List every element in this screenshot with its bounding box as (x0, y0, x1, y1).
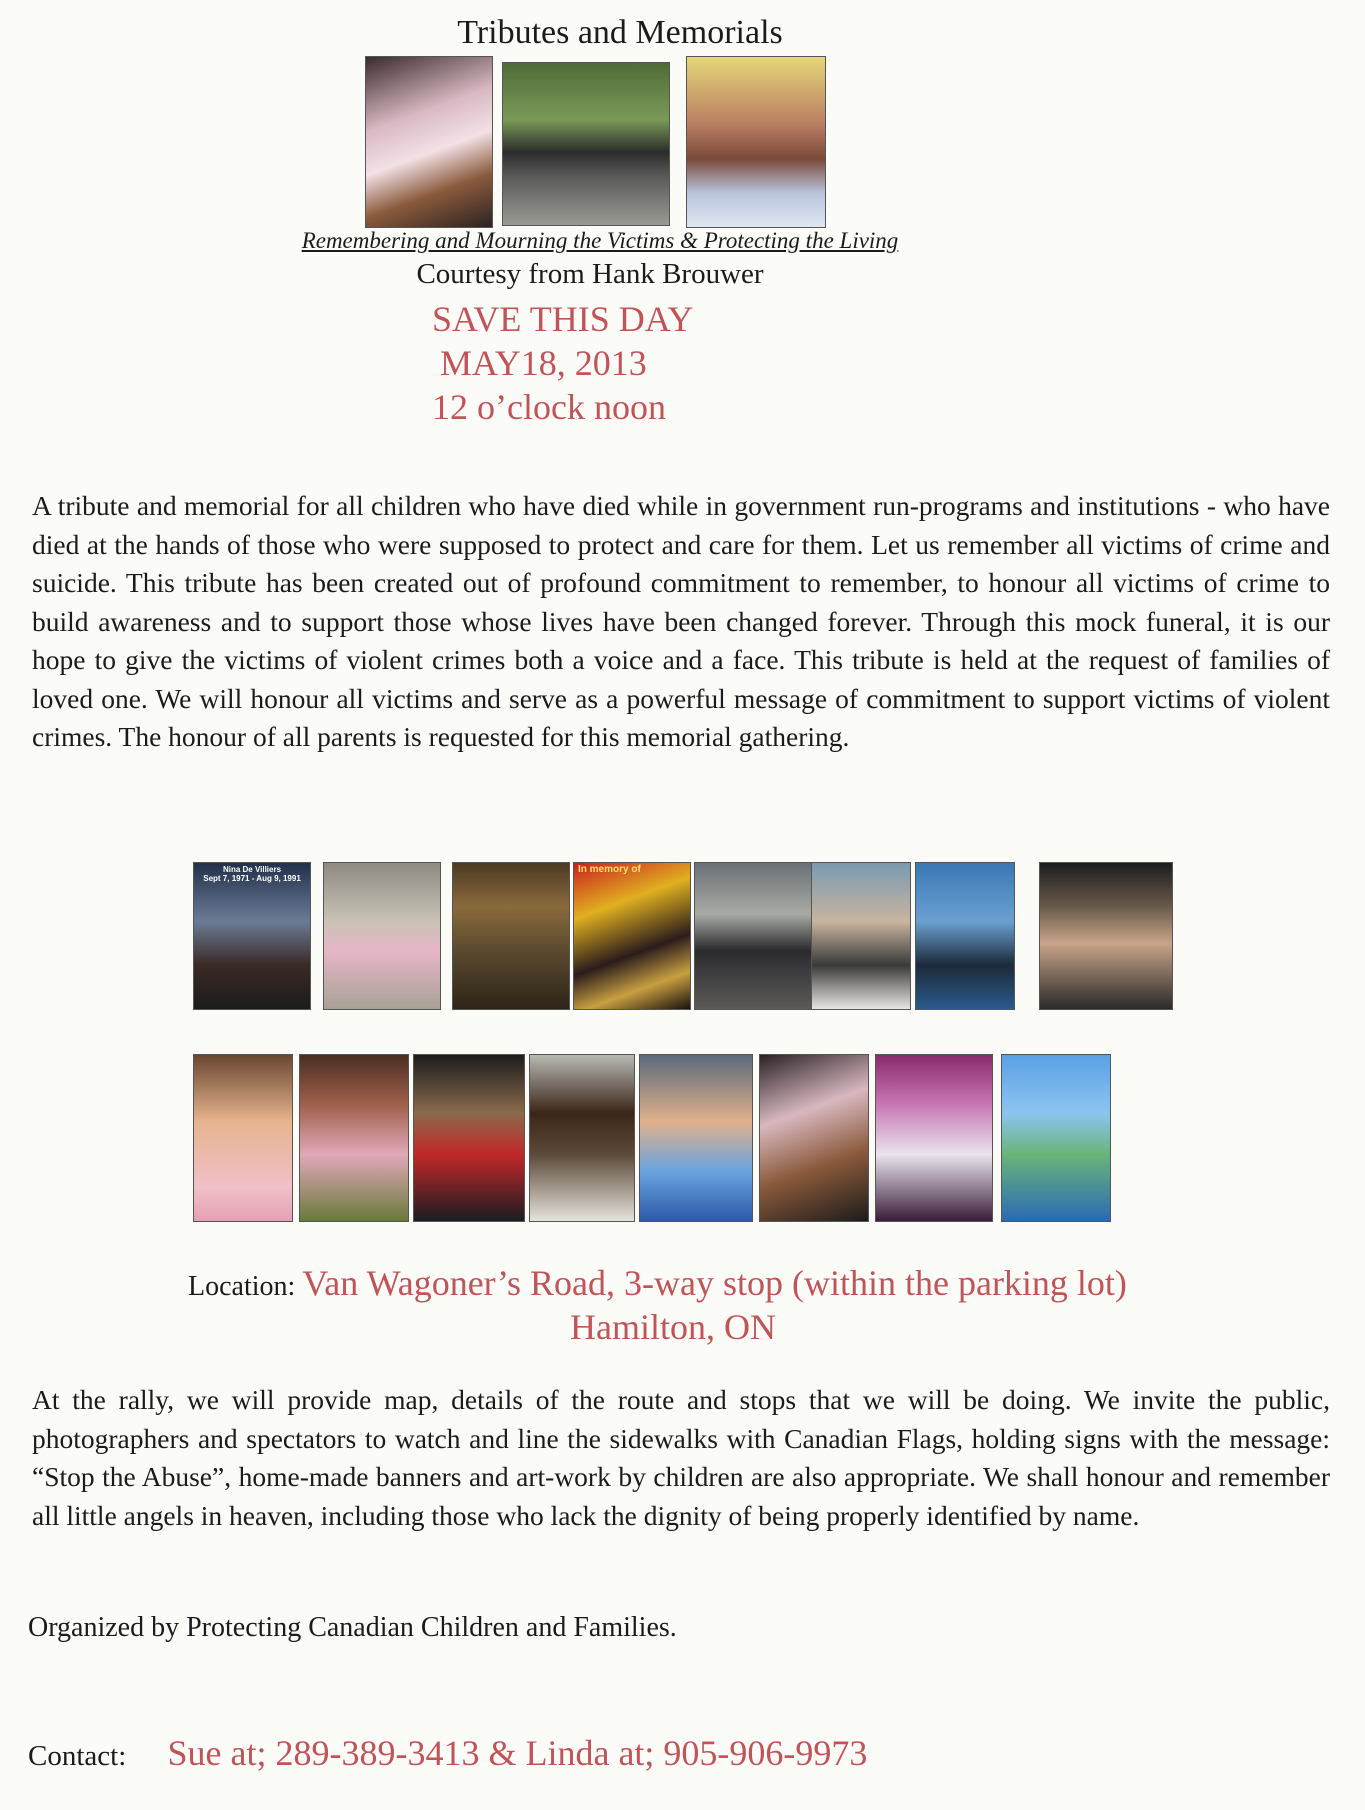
save-this-day-heading: SAVE THIS DAY (432, 299, 694, 339)
page-title: Tributes and Memorials (457, 14, 783, 51)
location-city: Hamilton, ON (570, 1307, 776, 1347)
contact-details: Sue at; 289-389-3413 & Linda at; 905-906-9973 (167, 1733, 868, 1773)
memorial-photo (452, 862, 570, 1010)
event-date: MAY18, 2013 (440, 343, 647, 383)
photo-caption-in-memory: In memory of (578, 864, 641, 875)
location-label: Location: (188, 1271, 296, 1302)
contact-label: Contact: (28, 1740, 127, 1772)
memorial-photo (1001, 1054, 1111, 1222)
memorial-photo (413, 1054, 525, 1222)
photo-caption (194, 865, 310, 883)
memorial-photos-row-1 (193, 862, 1173, 1012)
subtitle: Remembering and Mourning the Victims & Protecting the Living (301, 228, 899, 253)
hearse-motorcycle-photo (502, 62, 670, 226)
memorial-photo (573, 862, 691, 1010)
memorial-photo (915, 862, 1015, 1010)
event-time: 12 o’clock noon (432, 387, 666, 427)
location-address: Van Wagoner’s Road, 3-way stop (within the parking lot) (302, 1263, 1127, 1303)
photo-caption-dates: Sept 7, 1971 - Aug 9, 1991 (203, 874, 301, 883)
memorial-photo (811, 862, 911, 1010)
contact-line (28, 1732, 867, 1774)
memorial-photo (875, 1054, 993, 1222)
location-line (188, 1262, 1127, 1304)
organizer-line: Organized by Protecting Canadian Children and Families. (28, 1612, 677, 1643)
memorial-photo (323, 862, 441, 1010)
memorial-photo (639, 1054, 753, 1222)
memorial-photo (299, 1054, 409, 1222)
memorial-photo (193, 862, 311, 1010)
intro-paragraph: A tribute and memorial for all children who have died while in government run-programs and institutions - who have died at the hands of those who were supposed to protect and care for them. Let us remember all victims of crime and suicide. This tribute has been created out of profound commitment to remember, to honour all victims of crime to build awareness and to support those whose lives have been changed forever. Through this mock funeral, it is our hope to give the victims of violent crimes both a voice and a face. This tribute is held at the request of families of loved one. We will honour all victims and serve as a powerful message of commitment to support victims of violent crimes. The honour of all parents is requested for this memorial gathering. (32, 490, 1330, 752)
memorial-photo (193, 1054, 293, 1222)
photo-caption-name: Nina De Villiers (222, 865, 282, 874)
top-photo-strip (365, 56, 825, 228)
newborn-baby-photo (686, 56, 826, 228)
memorial-photo (529, 1054, 635, 1222)
courtesy-line: Courtesy from Hank Brouwer (416, 258, 764, 290)
memorial-photo (1039, 862, 1173, 1010)
memorial-photos-row-2 (193, 1054, 1193, 1204)
rally-paragraph: At the rally, we will provide map, details of the route and stops that we will be doing. We invite the public, photographers and spectators to watch and line the sidewalks with Canadian Flags, holding signs with the message: “Stop the Abuse”, home-made banners and art-work by children are also appropriate. We shall honour and remember all little angels in heaven, including those who lack the dignity of being properly identified by name. (32, 1384, 1330, 1531)
memorial-photo (759, 1054, 869, 1222)
baby-with-teddy-bear-photo (365, 56, 493, 228)
memorial-photo (694, 862, 812, 1010)
